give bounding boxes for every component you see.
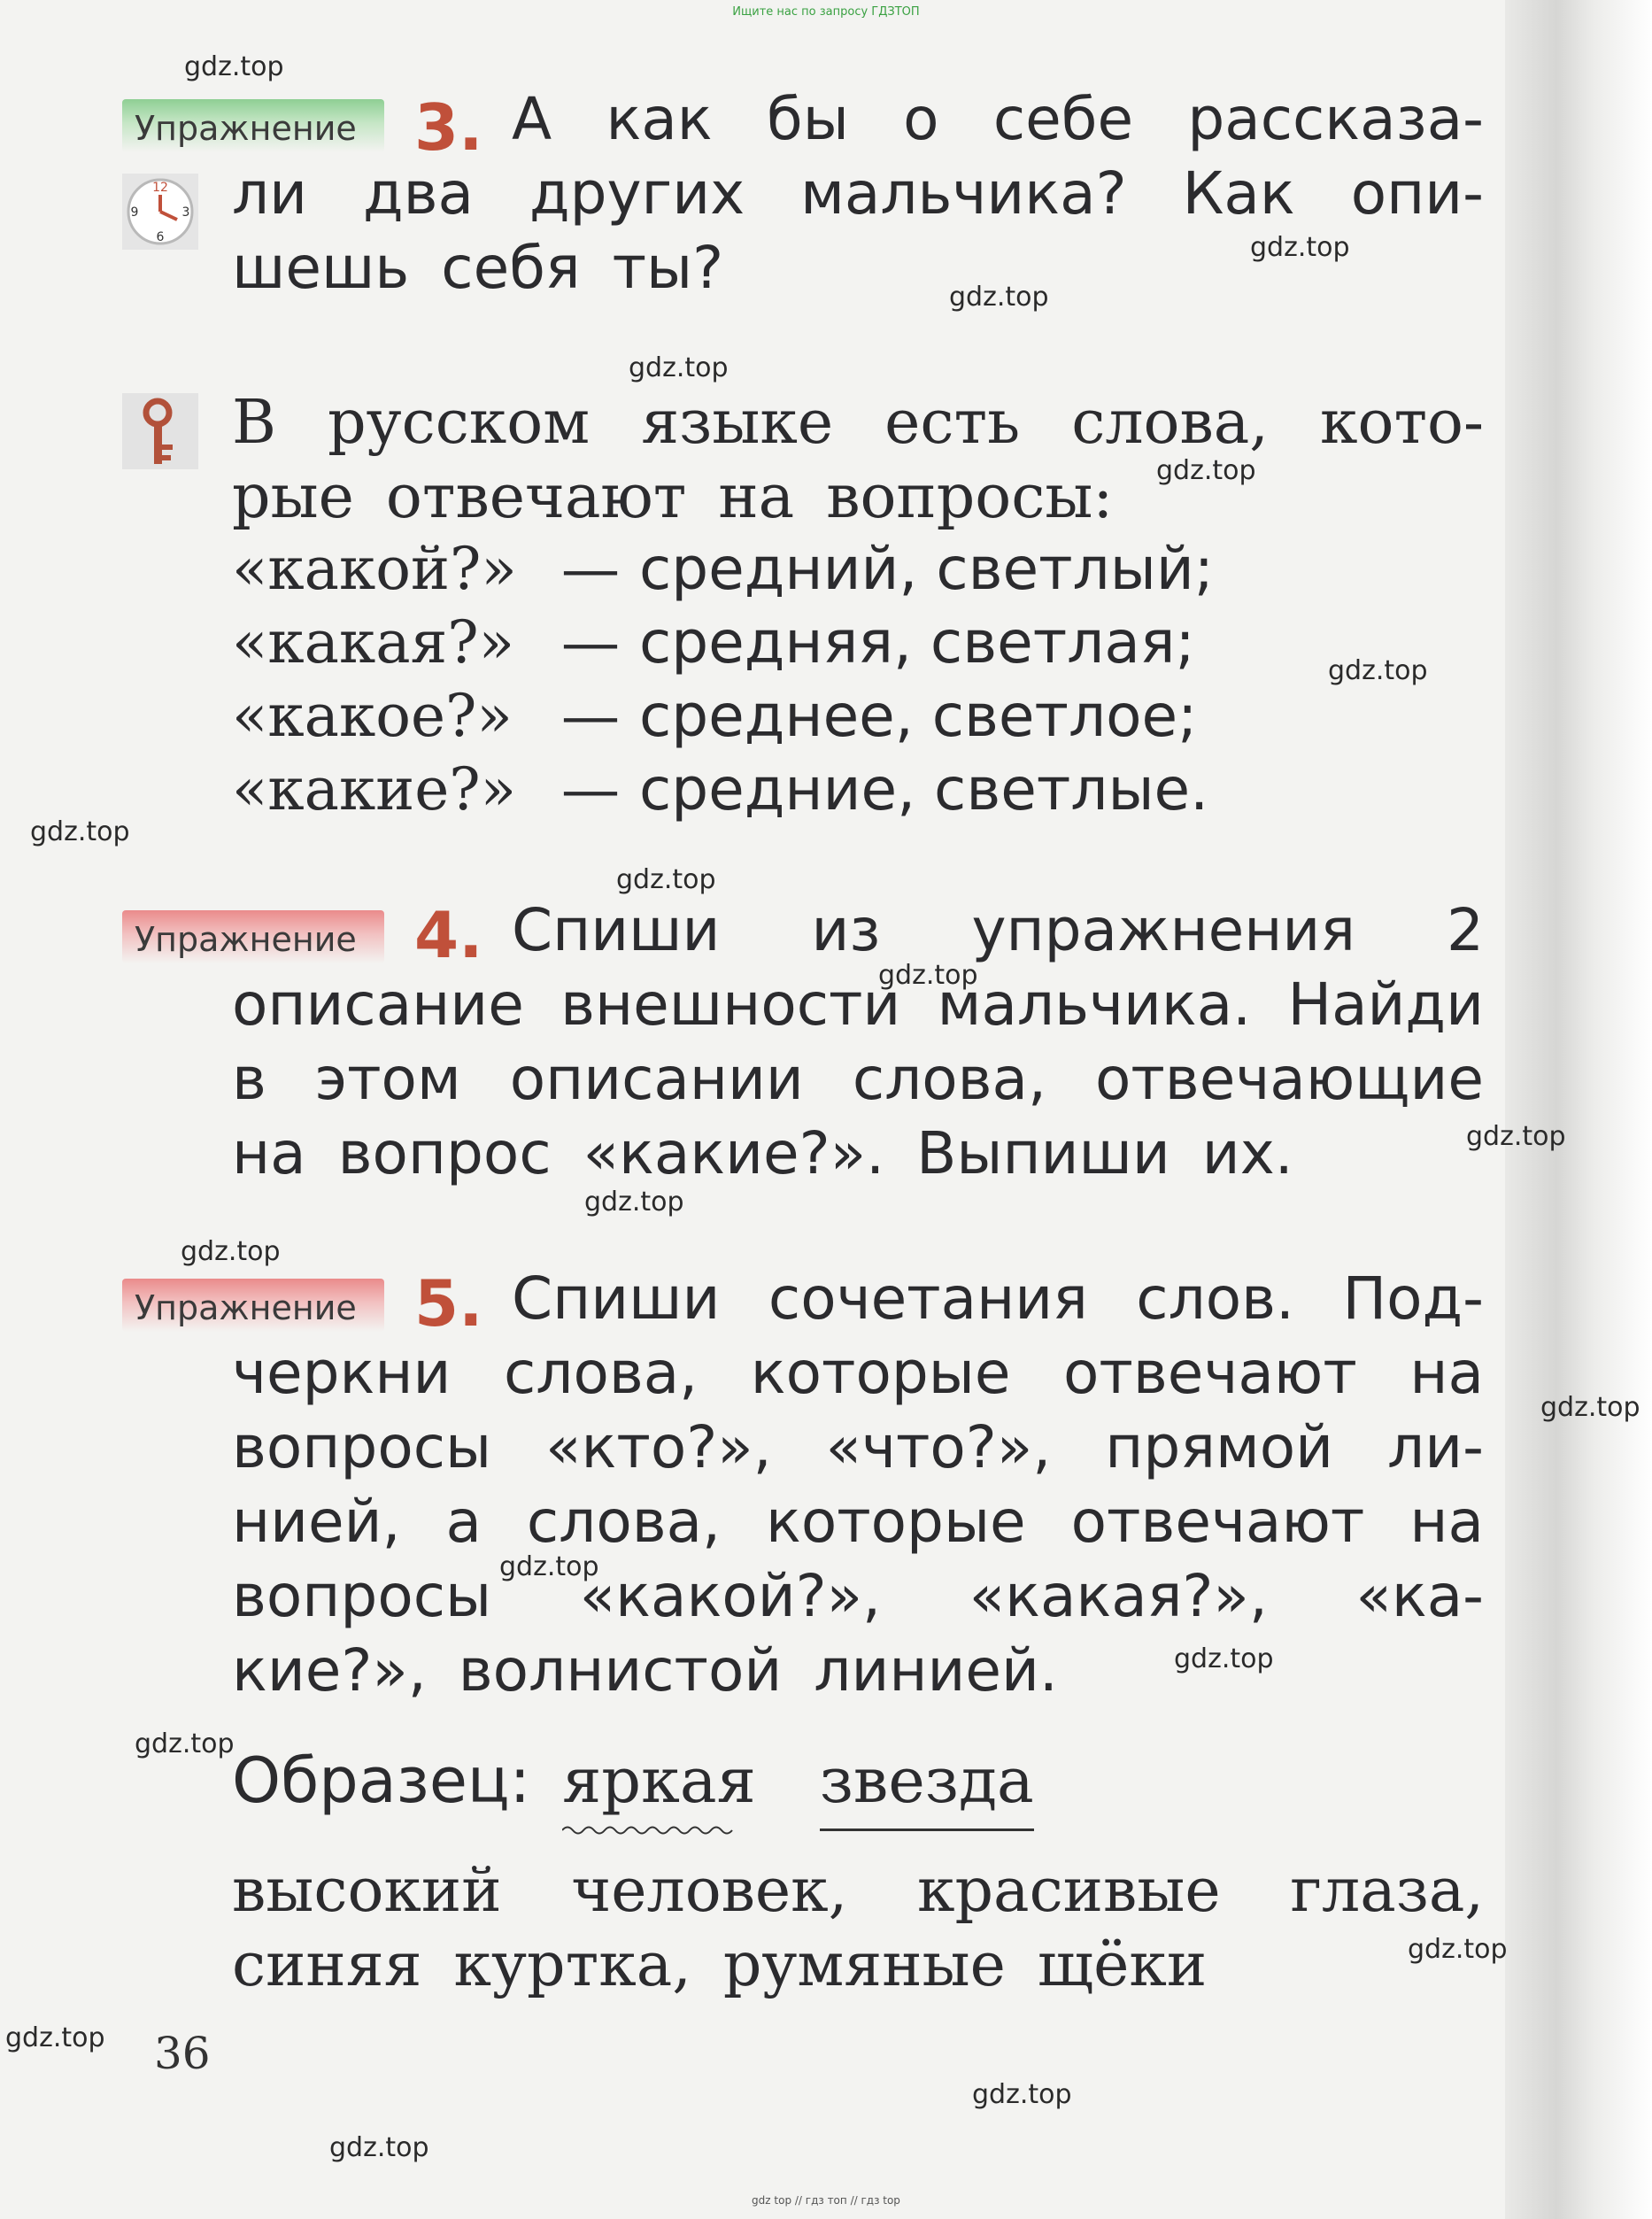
svg-text:3: 3 xyxy=(181,205,190,220)
watermark: gdz.top xyxy=(181,1236,281,1267)
ex5-line-4: нией, а слова, которые отвечают на xyxy=(232,1488,1484,1556)
clock-icon xyxy=(122,174,198,250)
ex3-line-1: А как бы о себе рассказа- xyxy=(512,85,1484,153)
header-note: Ищите нас по запросу ГДЗТОП xyxy=(732,5,920,19)
page-edge-shadow xyxy=(1505,0,1652,2219)
watermark: gdz.top xyxy=(972,2079,1072,2110)
question-answer-list xyxy=(232,535,1294,829)
ex5-line-5: вопросы «какой?», «какая?», «ка- xyxy=(232,1562,1484,1630)
watermark: gdz.top xyxy=(1540,1392,1640,1423)
key-icon xyxy=(122,393,198,469)
ex5-line-2: черкни слова, которые отвечают на xyxy=(232,1339,1484,1407)
sample-label: Образец: xyxy=(232,1744,531,1817)
svg-text:12: 12 xyxy=(152,181,168,195)
phrases-line-2: синяя куртка, румяные щёки xyxy=(232,1930,1208,2000)
watermark: gdz.top xyxy=(878,960,978,991)
watermark: gdz.top xyxy=(1328,655,1428,686)
sample-noun: звезда xyxy=(820,1744,1066,1817)
sample-line xyxy=(232,1744,1484,1819)
footer-note: gdz top // гдз топ // гдз top xyxy=(752,2194,900,2207)
page-number: 36 xyxy=(154,2028,211,2079)
ex4-line-3: в этом описании слова, отвечающие xyxy=(232,1045,1484,1113)
ex5-line-1: Спиши сочетания слов. Под- xyxy=(512,1264,1484,1333)
ex4-line-4: на вопрос «какие?». Выпиши их. xyxy=(232,1119,1293,1187)
ex4-line-2: описание внешности мальчика. Найди xyxy=(232,970,1484,1039)
watermark: gdz.top xyxy=(184,51,284,82)
watermark: gdz.top xyxy=(1408,1934,1508,1965)
exercise-number: 3. xyxy=(414,90,483,165)
watermark: gdz.top xyxy=(629,352,729,383)
watermark: gdz.top xyxy=(616,864,716,895)
watermark: gdz.top xyxy=(30,816,130,847)
watermark: gdz.top xyxy=(584,1187,684,1218)
watermark: gdz.top xyxy=(1156,455,1256,486)
straight-underline xyxy=(820,1829,1034,1831)
ex3-line-2: ли два других мальчика? Как опи- xyxy=(232,159,1484,228)
qa-row: «какое?» — среднее, светлое; xyxy=(232,682,1198,750)
ex5-line-6: кие?», волнистой линией. xyxy=(232,1636,1058,1705)
rule-line-1: В русском языке есть слова, кото- xyxy=(232,388,1484,458)
sample-adjective: яркая xyxy=(562,1744,788,1817)
exercise-number: 4. xyxy=(414,898,483,972)
watermark: gdz.top xyxy=(329,2132,429,2163)
exercise-number: 5. xyxy=(414,1266,483,1341)
qa-row: «какие?» — средние, светлые. xyxy=(232,755,1209,823)
exercise-badge: Упражнение xyxy=(122,1279,384,1332)
watermark: gdz.top xyxy=(1174,1643,1274,1674)
svg-text:9: 9 xyxy=(130,205,139,220)
phrases-line-1: высокий человек, красивые глаза, xyxy=(232,1856,1484,1926)
watermark: gdz.top xyxy=(135,1728,235,1759)
rule-line-2: рые отвечают на вопросы: xyxy=(232,462,1114,532)
qa-row: «какая?» — средняя, светлая; xyxy=(232,608,1195,677)
ex4-line-1: Спиши из упражнения 2 xyxy=(512,896,1484,964)
watermark: gdz.top xyxy=(949,282,1049,313)
ex3-line-3: шешь себя ты? xyxy=(232,234,724,302)
exercise-badge: Упражнение xyxy=(122,99,384,152)
watermark: gdz.top xyxy=(5,2022,105,2053)
ex5-line-3: вопросы «кто?», «что?», прямой ли- xyxy=(232,1413,1484,1481)
exercise-badge: Упражнение xyxy=(122,910,384,963)
svg-text:6: 6 xyxy=(156,230,165,244)
watermark: gdz.top xyxy=(1250,232,1350,263)
watermark: gdz.top xyxy=(1466,1121,1566,1152)
wavy-underline xyxy=(562,1824,739,1836)
watermark: gdz.top xyxy=(499,1551,599,1582)
qa-row: «какой?» — средний, светлый; xyxy=(232,535,1214,603)
